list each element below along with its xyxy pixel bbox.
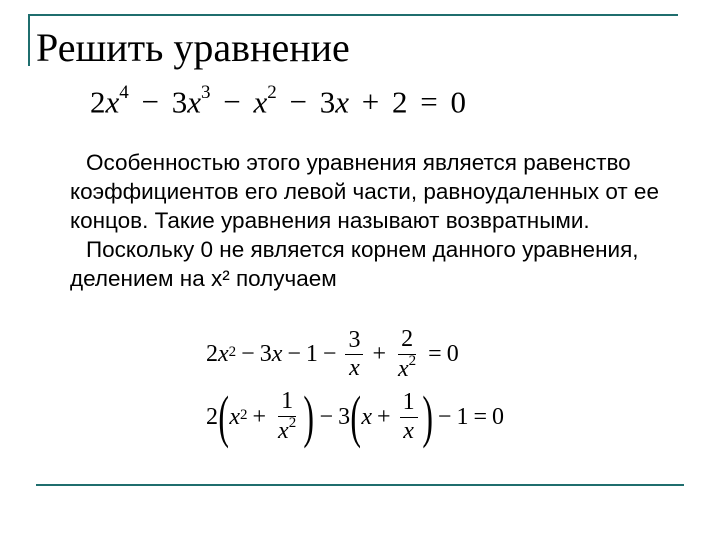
denominator: [275, 417, 299, 446]
exponent: 2: [267, 82, 277, 103]
coef: 2: [206, 341, 218, 368]
exponent: 3: [201, 82, 211, 103]
variable: x: [335, 84, 350, 120]
paragraph: Особенностью этого уравнения является равенство коэффициентов его левой части, равноудаленных от ее концов. Такие уравнения называют возвратными.: [70, 150, 659, 233]
variable: x: [271, 341, 283, 368]
exponent: 2: [408, 352, 417, 369]
coef: 3: [171, 84, 188, 120]
operator: −: [319, 403, 334, 430]
right-parenthesis: ): [303, 384, 315, 449]
equation-grouped: [206, 384, 505, 449]
rhs: 0: [446, 341, 459, 368]
operator: −: [322, 341, 337, 368]
left-parenthesis: (: [218, 384, 229, 449]
denominator: [395, 352, 419, 384]
variable: x: [187, 84, 202, 120]
fraction: [345, 327, 363, 383]
operator: −: [141, 84, 159, 120]
variable: x: [218, 341, 229, 368]
slide-title: Решить уравнение: [36, 25, 350, 70]
denominator: [346, 355, 363, 383]
coef: 1: [456, 403, 469, 430]
equals-sign: =: [473, 403, 488, 430]
exponent: 2: [288, 415, 297, 431]
slide-frame-left-line: [28, 14, 30, 66]
paragraph: Поскольку 0 не является корнем данного уравнения, делением на x² получаем: [70, 237, 639, 291]
explanation-text: [70, 148, 670, 293]
variable: x: [403, 417, 414, 444]
numerator: 2: [398, 326, 416, 355]
operator: +: [372, 341, 386, 368]
variable: x: [105, 84, 120, 120]
equals-sign: =: [428, 341, 442, 368]
numerator: 3: [345, 327, 363, 356]
numerator: 1: [278, 388, 296, 417]
coef: 2: [392, 84, 408, 120]
operator: −: [287, 341, 301, 368]
rhs: 0: [450, 84, 466, 120]
coef: 1: [305, 341, 318, 368]
slide-frame-bottom-line: [36, 484, 684, 486]
operator: +: [252, 403, 267, 430]
variable: x: [349, 355, 360, 382]
numerator: 1: [400, 389, 418, 418]
denominator: [400, 418, 417, 446]
right-parenthesis: ): [421, 384, 433, 449]
exponent: 2: [228, 344, 237, 361]
fraction: [400, 389, 418, 445]
variable: x: [361, 403, 373, 430]
operator: −: [289, 84, 307, 120]
operator: +: [361, 84, 380, 120]
operator: +: [377, 403, 391, 430]
equals-sign: =: [420, 84, 438, 120]
main-equation: [90, 82, 466, 120]
rhs: 0: [492, 403, 505, 430]
operator: −: [241, 341, 255, 368]
coef: 2: [206, 403, 218, 430]
variable: x: [398, 355, 409, 382]
equation-divided: [206, 326, 459, 383]
variable: x: [278, 418, 289, 444]
operator: −: [223, 84, 241, 120]
variable: x: [253, 84, 268, 120]
coef: 3: [259, 341, 272, 368]
variable: x: [229, 403, 240, 430]
slide-frame-top-line: [28, 14, 678, 16]
exponent: 4: [119, 82, 129, 103]
operator: −: [437, 403, 452, 430]
left-parenthesis: (: [350, 384, 362, 449]
coef: 3: [319, 84, 336, 120]
coef: 2: [90, 84, 106, 120]
fraction: [395, 326, 419, 383]
fraction: [275, 388, 299, 445]
exponent: 2: [239, 406, 248, 423]
coef: 3: [338, 403, 351, 430]
